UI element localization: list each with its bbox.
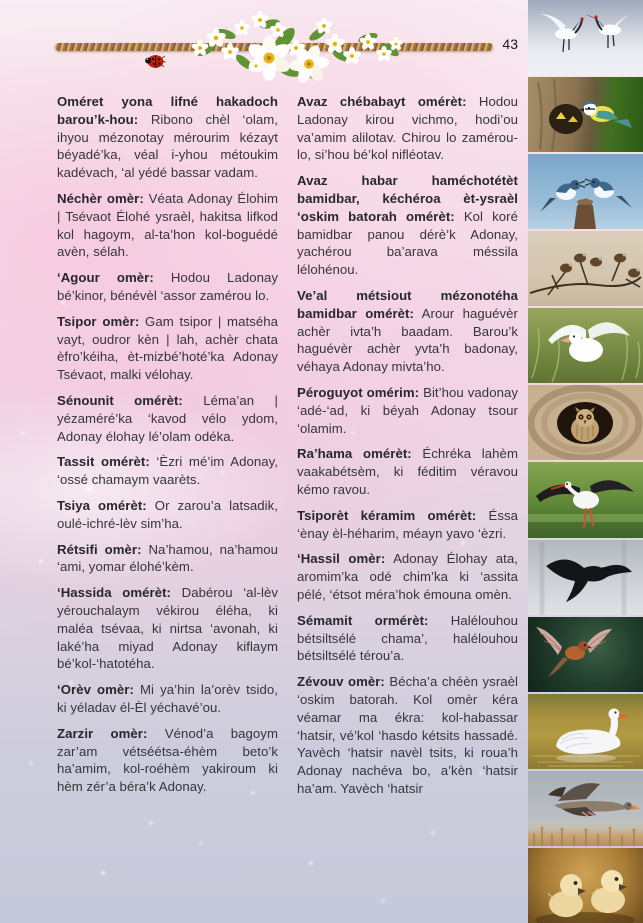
paragraph-lead: ‘Agour omèr: [57, 270, 154, 286]
paragraph-body: Gam tsipor | matséha vayt, oudror kèn | lah, achèr chata èfro’kéiha, èt-mizbé’hoté’ka Adonay Tsévaot, malki vélohay. [57, 313, 278, 383]
paragraph [57, 725, 278, 796]
paragraph [57, 392, 278, 445]
page-number: 43 [502, 36, 518, 52]
paragraph [297, 384, 518, 437]
paragraph-lead: Péroguyot omérim: [297, 384, 420, 400]
paragraph-body: Hodou Ladonay bé’kinor, bénévèl ‘assor zamérou lo. [57, 270, 279, 303]
paragraph-body: Mi ya’hin la’orèv tsido, ki yéladav él-Èl yéchavé’ou. [57, 682, 279, 715]
paragraph-lead: ‘Orèv omèr: [57, 682, 134, 698]
paragraph-body: Arour haguévèr achèr ivta’h baadam. Barou’k haguévèr achèr yvta’h badonay, véhaya Adonay mivta’ho. [297, 305, 518, 375]
paragraph [297, 93, 518, 164]
photo-stork-landing-on-water [528, 462, 643, 537]
paragraph [57, 190, 278, 261]
sparkle-decoration [0, 0, 2, 2]
paragraph-body: ‘Èzri mé’im Adonay, ‘ossé chamaym vaarèts. [57, 454, 278, 488]
paragraph [57, 584, 278, 673]
paragraph [297, 550, 518, 603]
paragraph-lead: Tsipor omèr: [57, 313, 140, 329]
photo-vultures-on-dead-tree [528, 231, 643, 306]
paragraph-body: Or zarou’a latsadik, oulé-ichré-lèv sim’ha. [57, 497, 278, 531]
paragraph-body: Kol koré bamidbar panou dérè’k Adonay, yachérou ba’arava méssila lélohénou. [297, 208, 518, 278]
photo-finch-in-flight [528, 617, 643, 692]
paragraph-body: Bécha’a chéèn ysraèl ‘oskim batorah. Kol omèr kéra véamar ma ékra: kol-habassar ‘hatsir, vé’kol ‘hasdo kétsits hassadé. Yavèch ‘hatsir navèl tsits, ki roua’h Adonay nachéva bo, a’kèn ‘hatsir ha’am. Yavèch ‘hatsir [297, 674, 519, 796]
paragraph-body: Ribono chèl ‘olam, ihyou mézonotay mérourim kézayt béyadé’ka, véal i-yhou métoukim kadévach, ‘al yédé bassar vadam. [57, 111, 279, 181]
paragraph-body: Dabérou ‘al-lèv yérouchalaym vékirou éléha, ki maléa tsévaa, ki nirtsa ‘avonah, ki laké’ha miyad Adonay kiflaym bé’kol-‘hatotéha. [57, 585, 279, 672]
bird-photo-strip [528, 0, 643, 923]
text-column-left [57, 93, 278, 806]
photo-white-goose-swimming [528, 694, 643, 769]
paragraph [297, 172, 518, 279]
photo-two-goslings [528, 848, 643, 923]
paragraph-body: Véata Adonay Élohim | Tsévaot Élohé ysraèl, hakitsa lifkod kol hagoym, al-ta’hon kol-boguédé avèn, sélah. [57, 190, 278, 260]
paragraph-lead: Zévouv omèr: [297, 674, 385, 690]
paragraph-lead: Ve’al métsiout mézonotéha bamidbar omérèt: [297, 287, 518, 321]
paragraph [297, 507, 518, 543]
paragraph-body: Vénod’a bagoym zar’am vétséétsa-éhèm beto’k ha’amim, kol-roéhèm yakiroum ki hèm zér’a béra’k Adonay. [57, 725, 278, 795]
paragraph-body: Bit’hou vadonay ‘adé-‘ad, ki béyah Adonay tsour ‘olamim. [297, 384, 518, 436]
paragraph-lead: Avaz habar haméchotétèt bamidbar, kéchéroa èt-ysraèl ‘oskim batorah omérèt: [297, 173, 518, 224]
paragraph-body: Na’hamou, na’hamou ‘ami, yomar élohé’kèm. [57, 541, 278, 575]
text-column-right [297, 93, 518, 806]
paragraph-body: Adonay Élohay ata, aromim’ka odé chim’ka ki ‘assita pélé, ‘étsot méra’hok émouna omèn. [297, 551, 518, 602]
paragraph-lead: Avaz chébabayt omérèt: [297, 94, 467, 109]
text-content [57, 93, 518, 806]
photo-raven-in-flight [528, 540, 643, 615]
paragraph-lead: Oméret yona lifné hakadoch barou’k-hou: [57, 94, 278, 127]
paragraph [297, 612, 518, 665]
paragraph [57, 453, 278, 489]
paragraph-body: Hodou Ladonay kirou vichmo, hodi’ou va’amim alilotav. Chirou lo zamérou-lo, si’hou bé’kol nifléotav. [297, 94, 518, 163]
paragraph [57, 313, 278, 384]
paragraph-lead: ‘Hassida omérèt: [57, 585, 171, 601]
ladybug-icon [143, 52, 166, 70]
paragraph-body: Halélouhou bétsiltsélé chama’, halélouhou bétsiltsélé térou’a. [297, 612, 519, 664]
paragraph-lead: Sénounit omérèt: [57, 392, 183, 408]
paragraph-lead: Ra’hama omérèt: [297, 446, 412, 462]
photo-owl-in-tree-hollow [528, 385, 643, 460]
paragraph-lead: Zarzir omèr: [57, 725, 148, 741]
photo-albatross-in-grass [528, 308, 643, 383]
photo-swallow-pair-on-stump [528, 154, 643, 229]
flower-garland-icon [172, 4, 412, 94]
paragraph-lead: Tsiporèt kéramim omérèt: [297, 507, 477, 523]
paragraph-lead: Tsiya omérèt: [57, 497, 147, 513]
paragraph-lead: Tassit omérèt: [57, 454, 150, 470]
paragraph [297, 287, 518, 376]
paragraph-lead: Néchèr omèr: [57, 190, 144, 206]
paragraph-lead: Sémamit ormérèt: [297, 612, 429, 628]
photo-greylag-goose-flying [528, 771, 643, 846]
paragraph [57, 93, 278, 182]
paragraph-body: Échréka lahèm vaakabétsèm, ki féditim véravou kémo ravou. [297, 446, 518, 497]
paragraph-body: Léma’an | yézaméré’ka ‘kavod vélo ydom, Adonay élohay lé’olam odéka. [57, 392, 278, 444]
paragraph [57, 541, 278, 577]
paragraph-body: Éssa ‘ènay èl-héharim, méayn yavo ‘èzri. [297, 507, 519, 541]
paragraph [57, 269, 278, 305]
paragraph [297, 673, 518, 798]
paragraph [297, 445, 518, 498]
paragraph-lead: ‘Hassil omèr: [297, 551, 386, 567]
paragraph-lead: Rétsifi omèr: [57, 541, 142, 557]
photo-blue-tit-feeding-chicks [528, 77, 643, 152]
photo-cranes-dancing-in-snow [528, 0, 643, 75]
paragraph [57, 681, 278, 717]
paragraph [57, 497, 278, 533]
